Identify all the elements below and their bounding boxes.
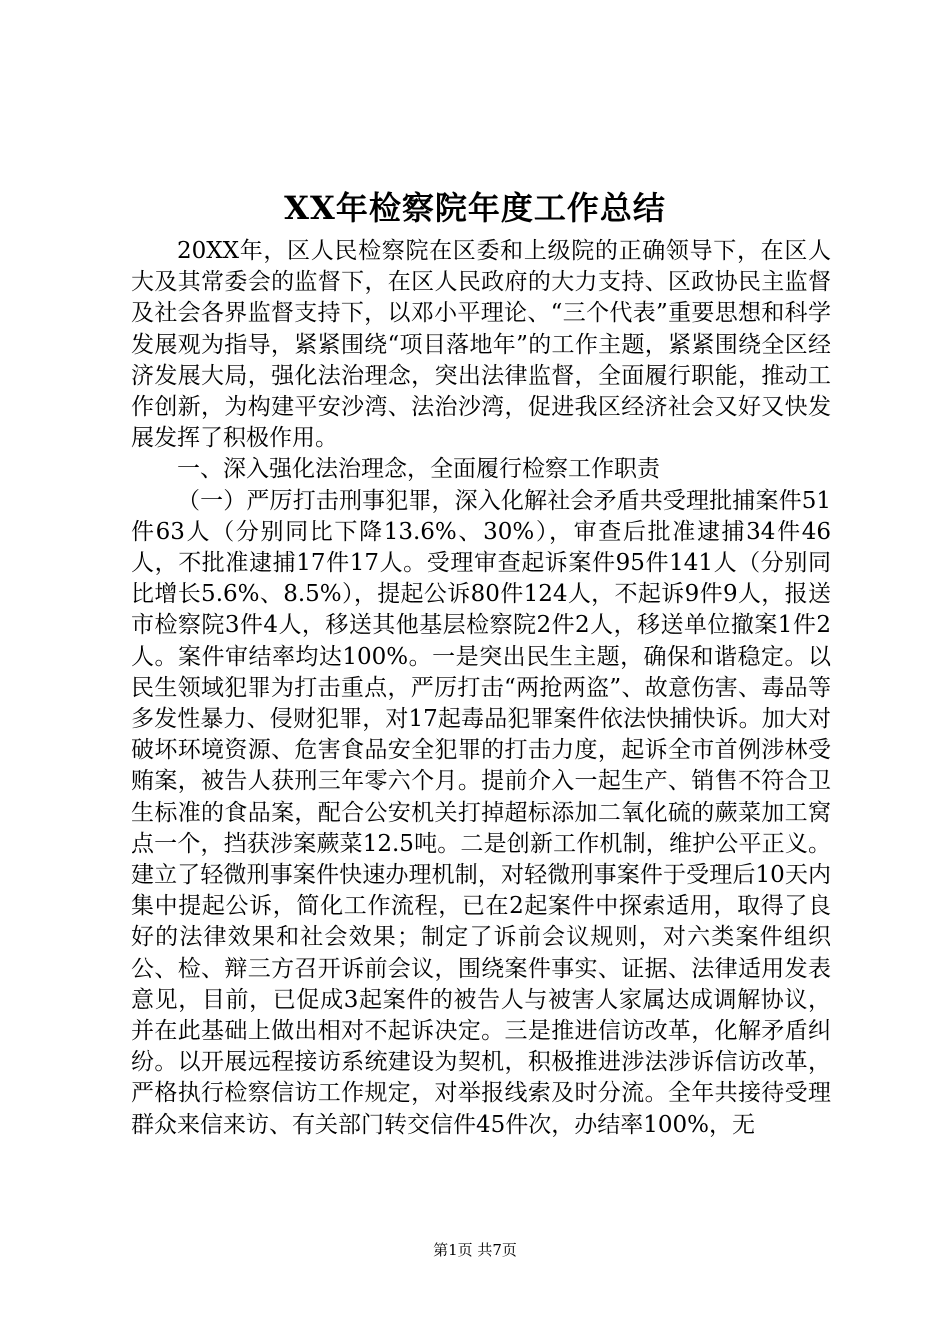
document-body bbox=[131, 236, 831, 1141]
body-paragraph-subsection-1: （一）严厉打击刑事犯罪，深入化解社会矛盾共受理批捕案件51件63人（分别同比下降13.6%、30%），审查后批准逮捕34件46人，不批准逮捕17件17人。受理审查起诉案件95件141人（分别同比增长5.6%、8.5%），提起公诉80件124人，不起诉9件9人，报送市检察院3件4人，移送其他基层检察院2件2人，移送单位撤案1件2人。案件审结率均达100%。一是突出民生主题，确保和谐稳定。以民生领域犯罪为打击重点，严厉打击“两抢两盗”、故意伤害、毒品等多发性暴力、侵财犯罪，对17起毒品犯罪案件依法快捕快诉。加大对破坏环境资源、危害食品安全犯罪的打击力度，起诉全市首例涉林受贿案，被告人获刑三年零六个月。提前介入一起生产、销售不符合卫生标准的食品案，配合公安机关打掉超标添加二氧化硫的蕨菜加工窝点一个，挡获涉案蕨菜12.5吨。二是创新工作机制，维护公平正义。建立了轻微刑事案件快速办理机制，对轻微刑事案件于受理后10天内集中提起公诉，简化工作流程，已在2起案件中探索适用，取得了良好的法律效果和社会效果；制定了诉前会议规则，对六类案件组织公、检、辩三方召开诉前会议，围绕案件事实、证据、法律适用发表意见，目前，已促成3起案件的被告人与被害人家属达成调解协议，并在此基础上做出相对不起诉决定。三是推进信访改革，化解矛盾纠纷。以开展远程接访系统建设为契机，积极推进涉法涉诉信访改革，严格执行检察信访工作规定，对举报线索及时分流。全年共接待受理群众来信来访、有关部门转交信件45件次，办结率100%，无 bbox=[131, 487, 831, 1138]
page-footer: 第1页 共7页 bbox=[433, 1241, 517, 1259]
section-heading-1: 一、深入强化法治理念，全面履行检察工作职责 bbox=[177, 456, 660, 483]
body-paragraph-intro: 20XX年，区人民检察院在区委和上级院的正确领导下，在区人大及其常委会的监督下，在区人民政府的大力支持、区政协民主监督及社会各界监督支持下，以邓小平理论、“三个代表”重要思想和科学发展观为指导，紧紧围绕“项目落地年”的工作主题，紧紧围绕全区经济发展大局，强化法治理念，突出法律监督，全面履行职能，推动工作创新，为构建平安沙湾、法治沙湾，促进我区经济社会又好又快发展发挥了积极作用。 bbox=[131, 238, 831, 452]
document-title: XX年检察院年度工作总结 bbox=[284, 189, 666, 227]
